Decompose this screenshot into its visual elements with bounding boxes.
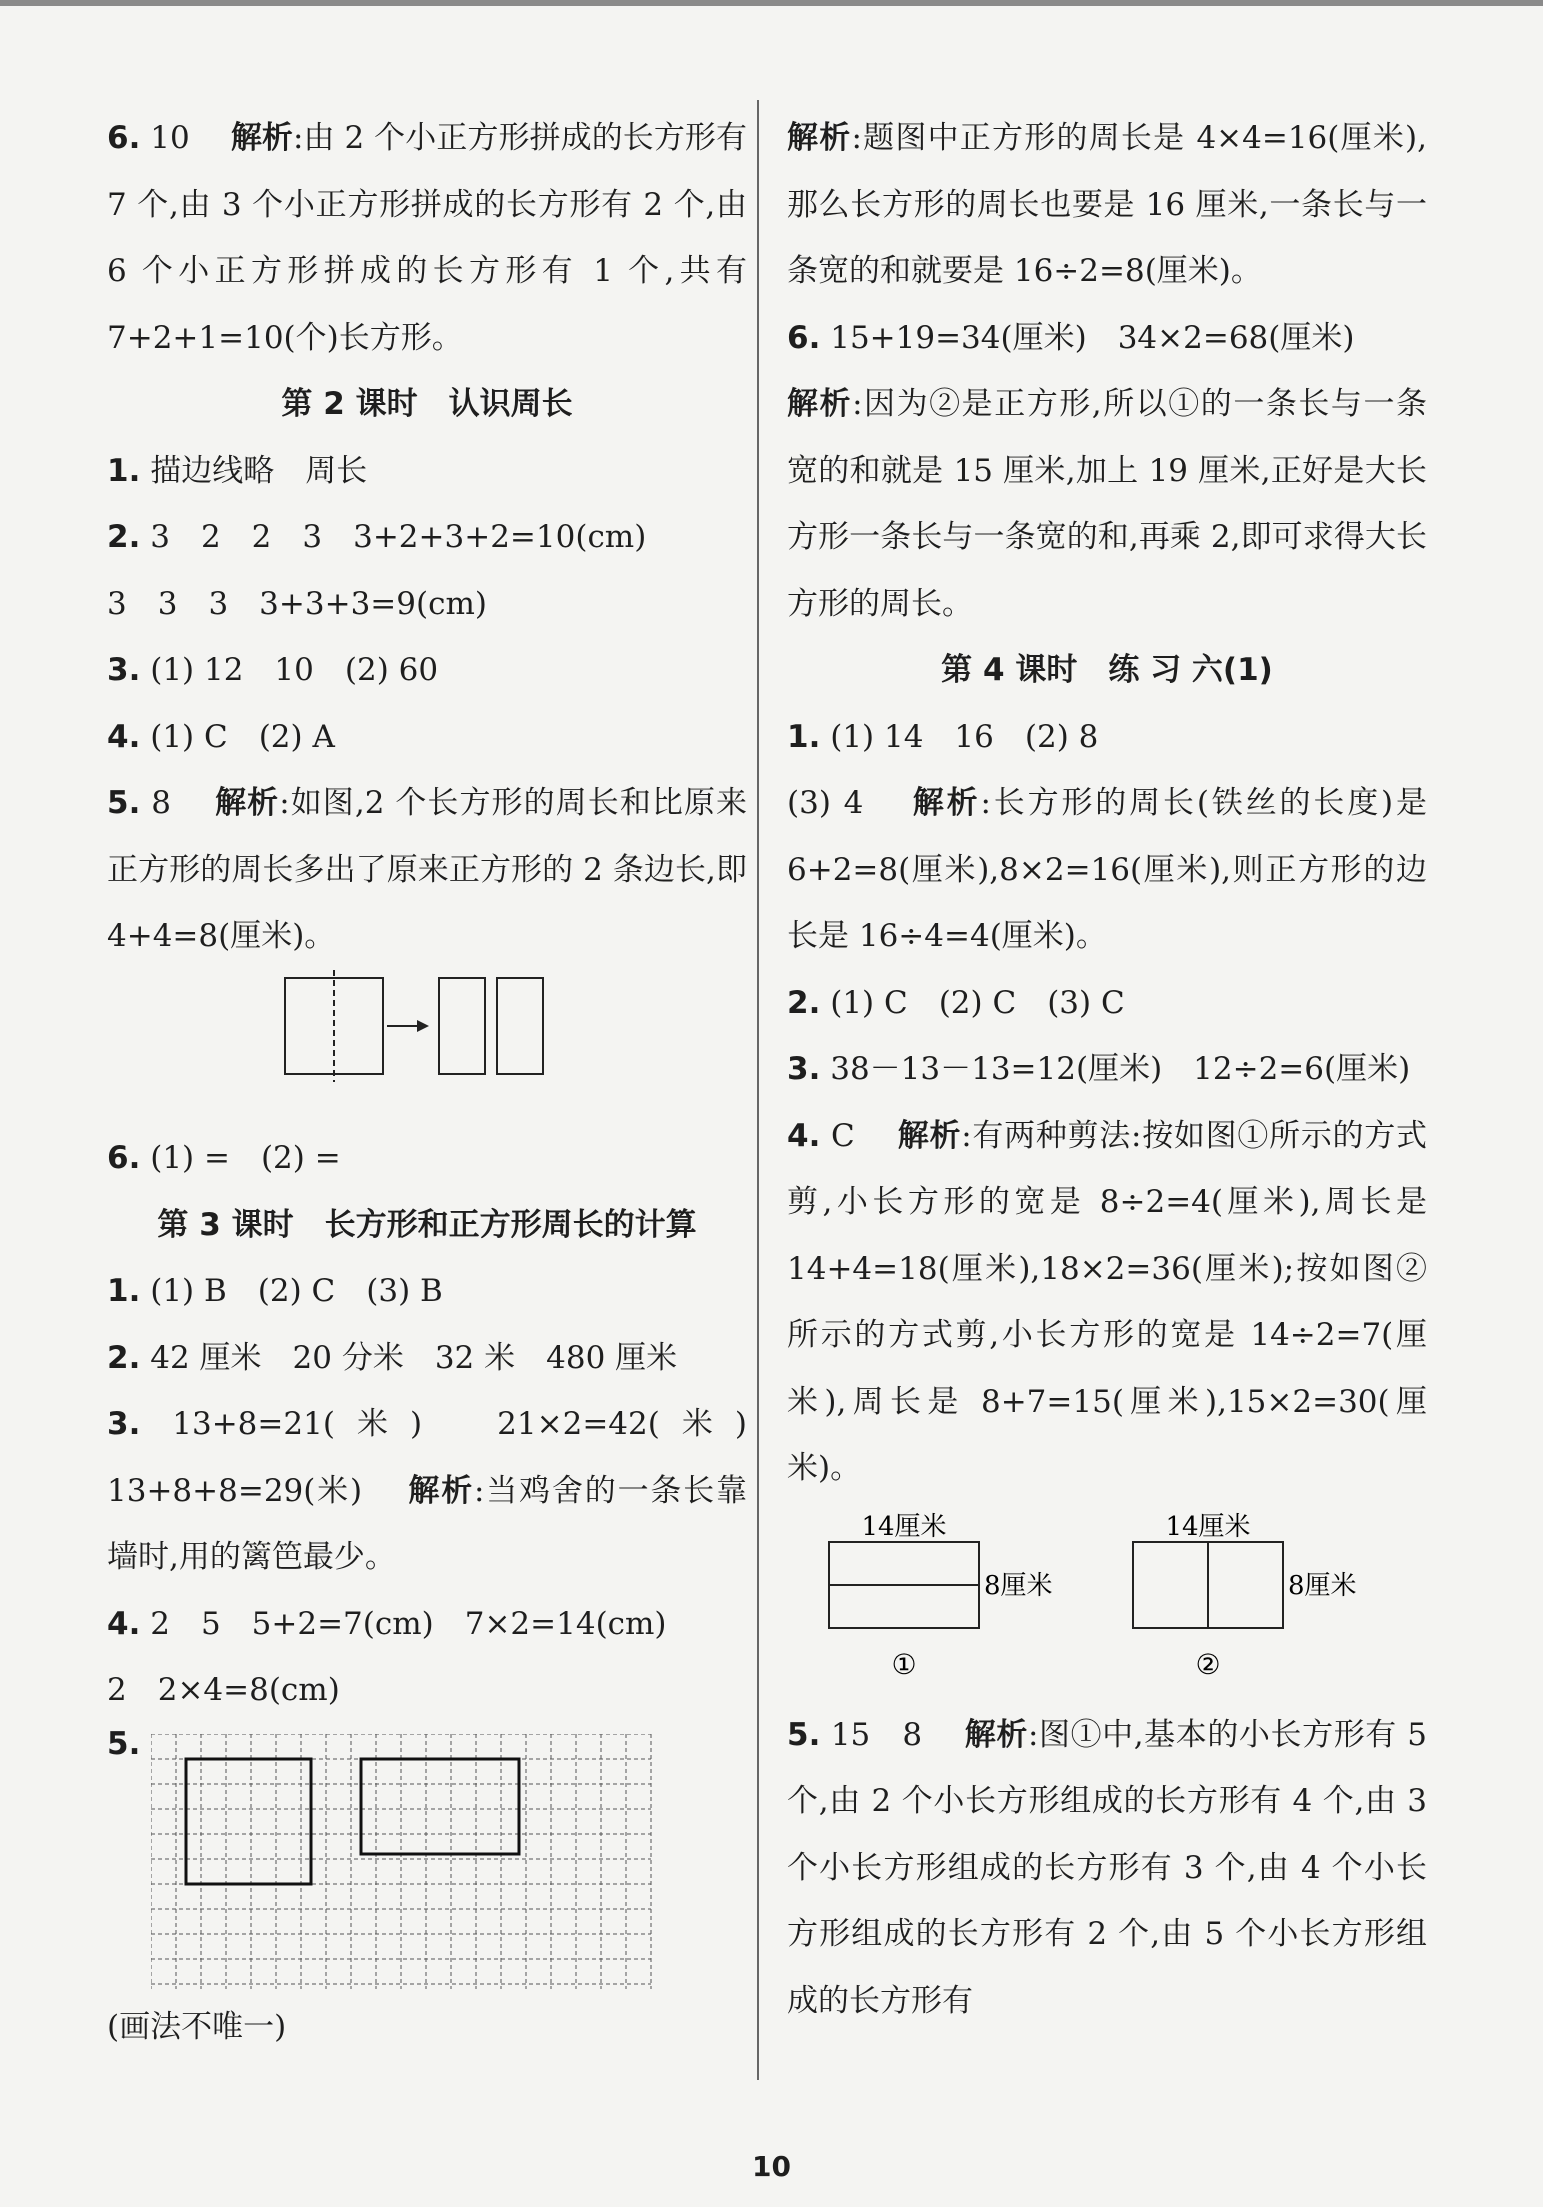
item-number: 5.	[107, 785, 141, 821]
analysis-label: 解析	[215, 785, 280, 821]
grid-drawing	[151, 1734, 691, 1989]
continued-analysis	[787, 105, 1427, 305]
analysis-label: 解析	[787, 120, 852, 156]
answer: (1) B (2) C (3) B	[150, 1273, 443, 1309]
answer: 13+8=21(米) 21×2=42(米) 13+8+8=29(米)	[107, 1406, 778, 1509]
analysis-text: :当鸡舍的一条长靠墙时,用的篱笆最少。	[107, 1472, 748, 1575]
analysis-text: :图①中,基本的小长方形有 5 个,由 2 个小长方形组成的长方形有 4 个,由 3 个小长方形组成的长方形有 3 个,由 4 个小长方形组成的长方形有 2 个,由 5 个小长方形组成的长方形有	[787, 1716, 1428, 2019]
item-number: 3.	[107, 652, 141, 688]
l3-answer-2	[107, 1325, 747, 1392]
analysis-text: :有两种剪法:按如图①所示的方式剪,小长方形的宽是 8÷2=4(厘米),周长是 14+4=18(厘米),18×2=36(厘米);按如图②所示的方式剪,小长方形的宽是 14÷2=7(厘米),周长是 8+7=15(厘米),15×2=30(厘米)。	[787, 1117, 1428, 1486]
answer-line: (1) 14 16 (2) 8	[830, 718, 1099, 755]
analysis-text: :题图中正方形的周长是 4×4=16(厘米),那么长方形的周长也要是 16 厘米,一条长与一条宽的和就要是 16÷2=8(厘米)。	[787, 120, 1427, 289]
answer-6-top	[107, 105, 747, 371]
answer-line: 3 2 2 3 3+2+3+2=10(cm)	[150, 519, 647, 555]
analysis-label: 解析	[787, 386, 853, 422]
l2-answer-1	[107, 438, 747, 505]
right-column	[787, 105, 1427, 2034]
item-number: 6.	[787, 319, 821, 356]
l2-answer-5	[107, 770, 747, 970]
lesson-3-title: 第 3 课时 长方形和正方形周长的计算	[157, 1206, 697, 1243]
analysis-text: :长方形的周长(铁丝的长度)是 6+2=8(厘米),8×2=16(厘米),则正方形的边长是 16÷4=4(厘米)。	[787, 785, 1427, 954]
l3-answer-5	[107, 1724, 747, 1994]
item-number: 5.	[107, 1725, 141, 1762]
figure-2-side-label: 8厘米	[1288, 1570, 1357, 1601]
l4-answer-2	[787, 970, 1427, 1037]
lesson-4-title: 第 4 课时 练 习 六(1)	[941, 652, 1273, 688]
analysis-text: :因为②是正方形,所以①的一条长与一条宽的和就是 15 厘米,加上 19 厘米,正好是大长方形一条长与一条宽的和,再乘 2,即可求得大长方形的周长。	[787, 386, 1428, 622]
answer: 8	[151, 785, 172, 821]
analysis-label: 解析	[897, 1117, 962, 1154]
item-number: 2.	[787, 984, 821, 1021]
cut-figures	[787, 1502, 1427, 1702]
analysis-label: 解析	[912, 785, 981, 821]
analysis-text: :由 2 个小正方形拼成的长方形有 7 个,由 3 个小正方形拼成的长方形有 2 个,由 6 个小正方形拼成的长方形有 1 个,共有 7+2+1=10(个)长方形。	[107, 120, 748, 356]
answer: C	[830, 1117, 855, 1154]
answer-line: 2 5 5+2=7(cm) 7×2=14(cm)	[150, 1605, 667, 1642]
figure-1-top-label: 14厘米	[861, 1511, 947, 1542]
l3-answer-3	[107, 1391, 778, 1591]
drawing-note: (画法不唯一)	[107, 2008, 287, 2045]
analysis-label: 解析	[964, 1716, 1028, 1753]
l2-answer-2	[107, 504, 747, 571]
square-split-figure	[107, 970, 747, 1126]
l3-answer-1	[107, 1258, 747, 1325]
item-number: 1.	[107, 1273, 141, 1309]
answer: (1) 12 10 (2) 60	[150, 652, 439, 688]
l2-answer-2-line2: 3 3 3 3+3+3=9(cm)	[107, 585, 487, 622]
answer: 描边线略 周长	[150, 452, 368, 489]
figure-2-top-label: 14厘米	[1165, 1511, 1251, 1542]
item-number: 4.	[107, 718, 141, 755]
item-number: 6.	[107, 120, 141, 156]
l2-answer-6	[107, 1125, 747, 1192]
answer: 38－13－13=12(厘米) 12÷2=6(厘米)	[830, 1051, 1411, 1087]
l2-answer-4	[107, 704, 747, 771]
answer: (1) C (2) C (3) C	[830, 984, 1125, 1021]
lesson-2-title: 第 2 课时 认识周长	[281, 386, 573, 422]
answer-6-right	[787, 305, 1427, 372]
l4-answer-3	[787, 1036, 1427, 1103]
figure-1-circled-number: ①	[891, 1647, 917, 1681]
l3-answer-4	[107, 1591, 747, 1658]
item-number: 4.	[787, 1117, 821, 1154]
item-number: 2.	[107, 1339, 141, 1376]
analysis-text: :如图,2 个长方形的周长和比原来正方形的周长多出了原来正方形的 2 条边长,即 4+4=8(厘米)。	[107, 785, 748, 954]
l3-answer-4-line2: 2 2×4=8(cm)	[107, 1672, 340, 1708]
analysis-label: 解析	[408, 1472, 475, 1509]
page-number: 10	[752, 2150, 791, 2183]
answer: 42 厘米 20 分米 32 米 480 厘米	[150, 1339, 678, 1376]
answer: 15 8	[830, 1716, 923, 1753]
item-number: 1.	[107, 452, 141, 489]
item-number: 5.	[787, 1716, 821, 1753]
item-number: 3.	[787, 1051, 821, 1087]
top-border	[0, 0, 1543, 6]
answer: 10	[150, 120, 190, 156]
l2-answer-3	[107, 637, 747, 704]
l4-answer-5	[787, 1702, 1427, 2035]
item-number: 3.	[107, 1406, 141, 1442]
l4-answer-1-cont	[787, 770, 1427, 970]
answer: (3) 4	[787, 785, 864, 821]
column-divider	[757, 100, 759, 2080]
answer-6-analysis	[787, 371, 1427, 637]
l4-answer-4	[787, 1103, 1427, 1502]
item-number: 4.	[107, 1605, 141, 1642]
analysis-label: 解析	[230, 120, 293, 156]
item-number: 2.	[107, 519, 141, 555]
answer: 15+19=34(厘米) 34×2=68(厘米)	[830, 319, 1355, 356]
answer: (1) = (2) =	[150, 1140, 341, 1176]
item-number: 1.	[787, 718, 821, 755]
l4-answer-1	[787, 704, 1427, 771]
answer: (1) C (2) A	[150, 718, 335, 755]
figure-2-circled-number: ②	[1195, 1647, 1221, 1681]
figure-1-side-label: 8厘米	[984, 1570, 1053, 1601]
left-column	[107, 105, 778, 2060]
item-number: 6.	[107, 1140, 141, 1176]
